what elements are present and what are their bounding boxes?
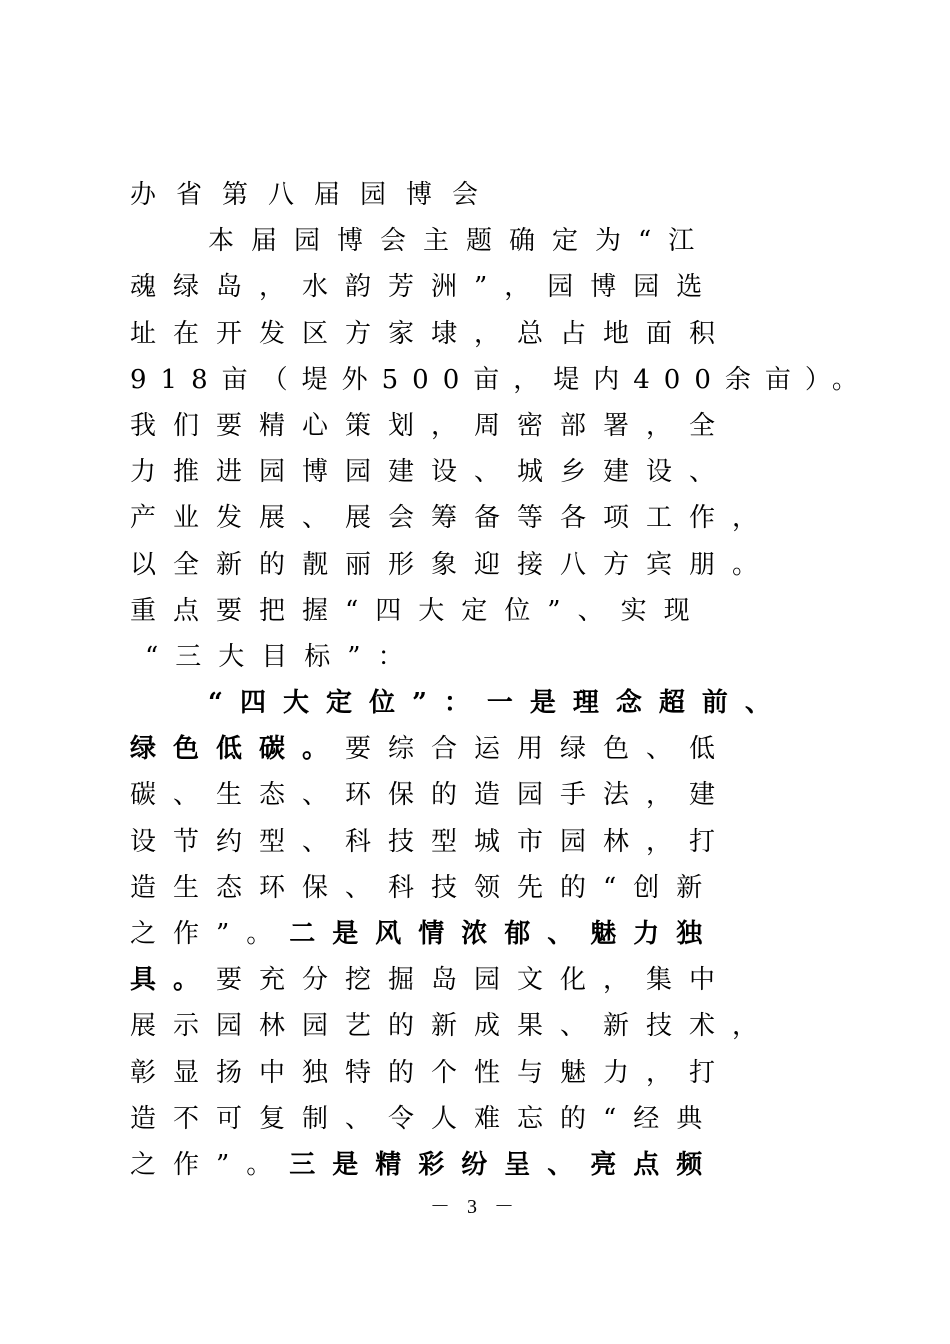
- text-line: [130, 865, 850, 911]
- text-line: [130, 449, 850, 495]
- line-text: [130, 588, 707, 634]
- bold-text-segment: 绿色低碳。: [130, 734, 346, 765]
- text-line: [130, 495, 850, 541]
- text-line: [130, 1003, 850, 1049]
- line-text: [130, 495, 775, 541]
- line-text: [130, 264, 719, 310]
- line-text: [130, 819, 732, 865]
- text-segment: 碳、生态、环保的造园手法，建: [130, 780, 733, 811]
- line-text: [208, 680, 788, 726]
- line-text: [130, 172, 498, 218]
- text-line: [130, 772, 850, 818]
- line-text: [130, 1003, 775, 1049]
- text-segment: “三大目标”：: [145, 641, 421, 672]
- line-text: [130, 957, 732, 1003]
- page-number: － 3 －: [430, 1196, 520, 1218]
- text-line: [130, 1050, 850, 1096]
- text-line: [130, 357, 872, 403]
- text-line: [130, 680, 850, 726]
- text-line: [130, 403, 850, 449]
- bold-text-segment: 三是精彩纷呈、亮点频: [289, 1149, 720, 1180]
- text-line: [130, 634, 850, 680]
- text-segment: 展示园林园艺的新成果、新技术，: [130, 1011, 776, 1042]
- line-text: [130, 726, 732, 772]
- text-line: [130, 588, 850, 634]
- text-segment: 魂绿岛，水韵芳洲”，园博园选: [130, 272, 720, 303]
- text-segment: 址在开发区方家埭，总占地面积: [130, 318, 733, 349]
- text-line: [130, 911, 850, 957]
- text-line: [130, 542, 850, 588]
- text-line: [130, 1096, 850, 1142]
- text-line: [130, 172, 850, 218]
- text-segment: 彰显扬中独特的个性与魅力，打: [130, 1057, 733, 1088]
- text-segment: 我们要精心策划，周密部署，全: [130, 410, 733, 441]
- bold-text-segment: 具。: [130, 965, 217, 996]
- text-segment: 之作”。: [130, 1149, 290, 1180]
- line-text: [130, 865, 719, 911]
- text-segment: 产业发展、展会筹备等各项工作，: [130, 503, 776, 534]
- text-segment: 重点要把握“四大定位”、实现: [130, 595, 707, 626]
- text-line: [130, 819, 850, 865]
- body-text: [130, 172, 872, 1188]
- line-text: [130, 1142, 719, 1188]
- text-segment: 办省第八届园博会: [130, 180, 499, 210]
- text-line: [130, 311, 850, 357]
- text-segment: 力推进园博园建设、城乡建设、: [130, 457, 733, 488]
- text-line: [130, 218, 850, 264]
- line-text: [130, 911, 719, 957]
- text-line: [130, 957, 850, 1003]
- text-segment: 造不可复制、令人难忘的“经典: [130, 1103, 720, 1134]
- line-text: [130, 542, 775, 588]
- line-text: [145, 634, 421, 680]
- text-segment: 之作”。: [130, 919, 290, 949]
- line-text: [130, 1096, 719, 1142]
- text-segment: 要综合运用绿色、低: [345, 734, 733, 765]
- line-text: [130, 403, 732, 449]
- text-segment: 以全新的靓丽形象迎接八方宾朋。: [130, 549, 776, 580]
- line-text: [130, 311, 732, 357]
- text-line: [130, 726, 850, 772]
- line-text: [130, 772, 732, 818]
- text-segment: 设节约型、科技型城市园林，打: [130, 826, 733, 857]
- bold-text-segment: 二是风情浓郁、魅力独: [289, 919, 720, 949]
- line-text: [130, 449, 732, 495]
- text-segment: 918亩（堤外500亩，堤内400余亩）。: [130, 364, 872, 395]
- text-segment: 要充分挖掘岛园文化，集中: [216, 965, 733, 996]
- bold-text-segment: “四大定位”：一是理念超前、: [208, 688, 788, 719]
- text-segment: 本届园博会主题确定为“江: [208, 226, 712, 257]
- text-line: [130, 1142, 850, 1188]
- line-text: [208, 218, 711, 264]
- line-text: [130, 1050, 732, 1096]
- line-text: [130, 357, 872, 403]
- text-segment: 造生态环保、科技领先的“创新: [130, 872, 720, 903]
- text-line: [130, 264, 850, 310]
